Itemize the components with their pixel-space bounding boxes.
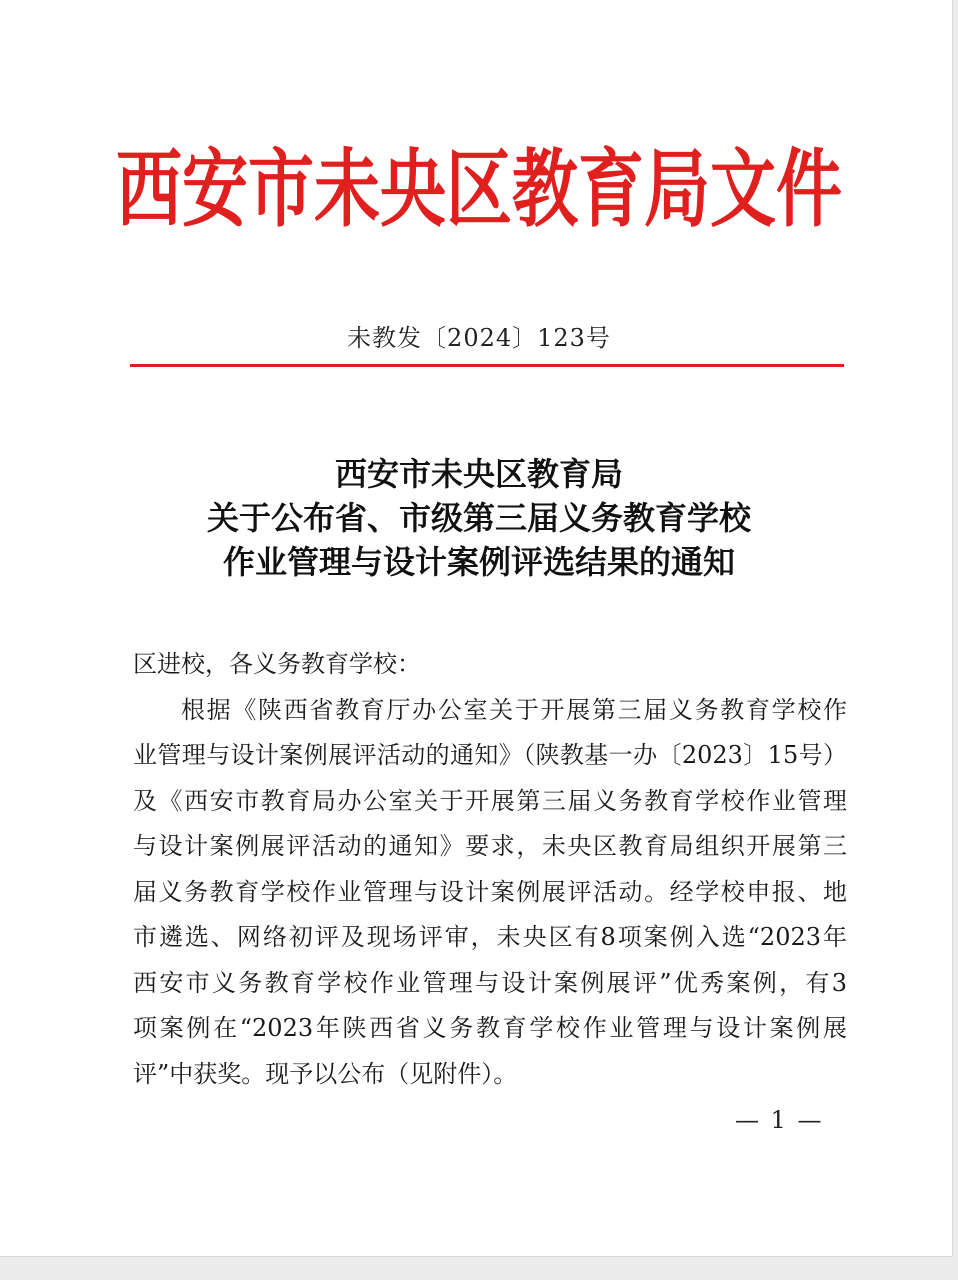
document-number: 未教发〔2024〕123号 <box>347 324 611 352</box>
notice-title-line-1: 西安市未央区教育局 <box>334 455 623 493</box>
notice-title-line-2: 关于公布省、市级第三届义务教育学校 <box>206 499 751 537</box>
red-divider-line <box>130 364 844 367</box>
page-number: — 1 — <box>735 1106 824 1134</box>
issuing-authority-header: 西安市未央区教育局文件 <box>116 139 842 240</box>
body-line: 项案例在“2023年陕西省义务教育学校作业管理与设计案例展 <box>133 1014 847 1042</box>
body-line: 评”中获奖。现予以公布（见附件）。 <box>133 1059 518 1088</box>
body-line: 根据《陕西省教育厅办公室关于开展第三届义务教育学校作 <box>181 695 847 724</box>
salutation: 区进校，各义务教育学校： <box>133 650 421 678</box>
body-line: 与设计案例展评活动的通知》要求，未央区教育局组织开展第三 <box>133 832 847 860</box>
body-line: 届义务教育学校作业管理与设计案例展评活动。经学校申报、地 <box>133 877 847 906</box>
notice-title <box>0 452 958 584</box>
notice-body <box>133 642 847 1097</box>
body-line: 业管理与设计案例展评活动的通知》（陕教基一办〔2023〕15号） <box>133 741 847 769</box>
notice-title-line-3: 作业管理与设计案例评选结果的通知 <box>222 543 735 581</box>
body-line: 市遴选、网络初评及现场评审，未央区有8项案例入选“2023年 <box>133 923 847 951</box>
body-line: 及《西安市教育局办公室关于开展第三届义务教育学校作业管理 <box>133 786 847 815</box>
body-line: 西安市义务教育学校作业管理与设计案例展评”优秀案例，有3 <box>133 968 847 997</box>
